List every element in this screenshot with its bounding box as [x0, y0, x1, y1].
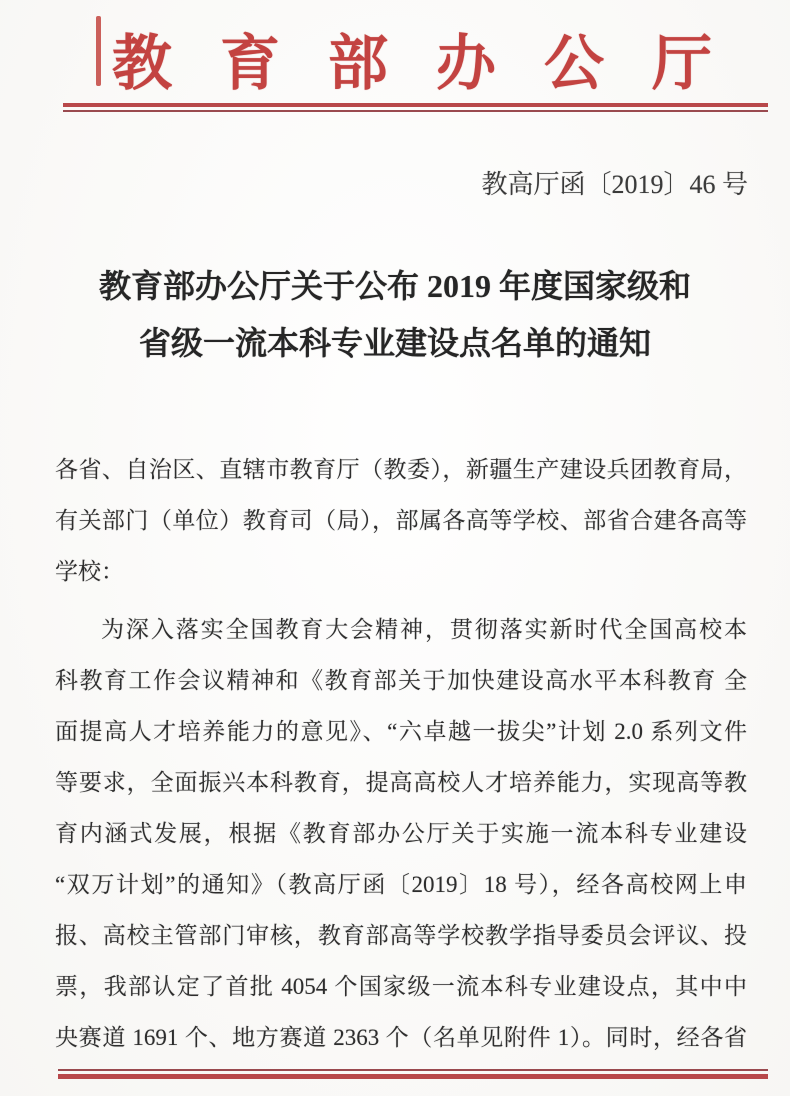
- paragraph-line: 科教育工作会议精神和《教育部关于加快建设高水平本科教育 全: [55, 668, 747, 693]
- scan-artifact-mark: [96, 16, 101, 86]
- footer-divider-line: [58, 1069, 768, 1079]
- document-body: [55, 444, 747, 1063]
- paragraph-line: “双万计划”的通知》（教高厅函〔2019〕18 号），经各高校网上申: [55, 872, 747, 897]
- paragraph-line: 票，我部认定了首批 4054 个国家级一流本科专业建设点，其中中: [55, 974, 747, 999]
- paragraph-line: 央赛道 1691 个、地方赛道 2363 个（名单见附件 1）。同时，经各省: [55, 1025, 747, 1050]
- salutation-line: 各省、自治区、直辖市教育厅（教委），新疆生产建设兵团教育局，: [55, 457, 747, 482]
- document-title: [0, 258, 790, 372]
- header-divider-line: [63, 103, 768, 112]
- salutation-line: 学校：: [55, 559, 124, 584]
- document-title-line2: 省级一流本科专业建设点名单的通知: [138, 325, 651, 361]
- header-divider-thin-line: [63, 110, 768, 112]
- paragraph-line: 为深入落实全国教育大会精神，贯彻落实新时代全国高校本: [101, 617, 747, 642]
- salutation-line: 有关部门（单位）教育司（局），部属各高等学校、部省合建各高等: [55, 508, 747, 533]
- paragraph-line: 面提高人才培养能力的意见》、“六卓越一拔尖”计划 2.0 系列文件: [55, 719, 747, 744]
- letterhead-title: 教育部办公厅: [112, 31, 760, 97]
- paragraph-line: 育内涵式发展，根据《教育部办公厅关于实施一流本科专业建设: [55, 821, 747, 846]
- paragraph-line: 等要求，全面振兴本科教育，提高高校人才培养能力，实现高等教: [55, 770, 747, 795]
- paragraph-line: 报、高校主管部门审核，教育部高等学校教学指导委员会评议、投: [55, 923, 747, 948]
- footer-divider-thick-line: [58, 1074, 768, 1079]
- document-number: 教高厅函〔2019〕46 号: [481, 170, 748, 199]
- document-title-line1: 教育部办公厅关于公布 2019 年度国家级和: [98, 268, 691, 304]
